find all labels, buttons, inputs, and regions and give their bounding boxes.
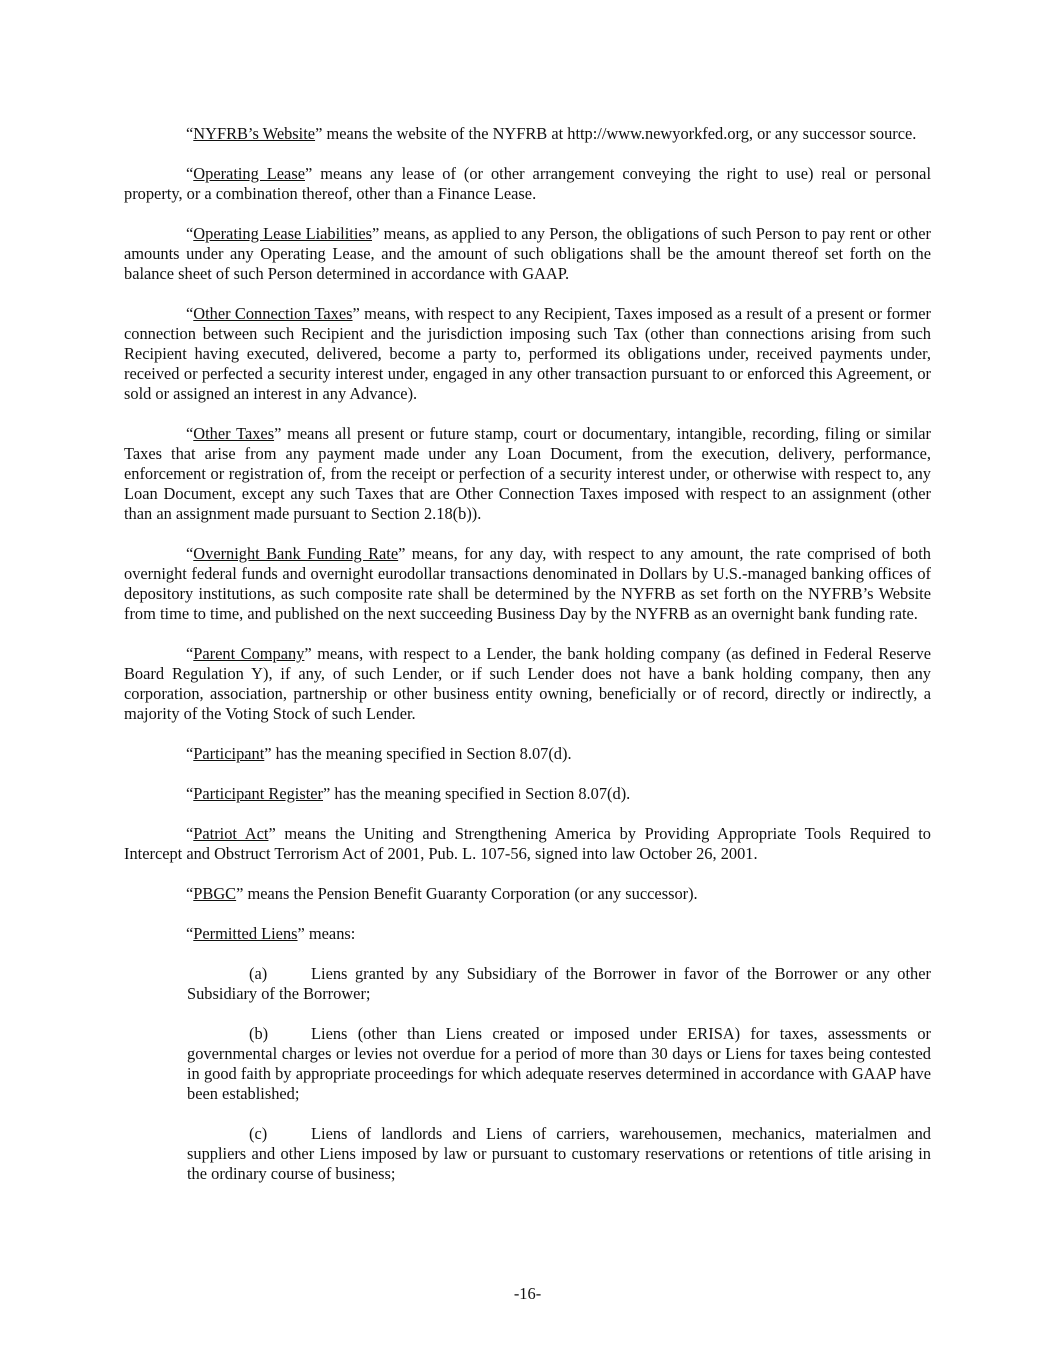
definition-pbgc: “PBGC” means the Pension Benefit Guaranty Corporation (or any successor). xyxy=(186,884,698,903)
defined-term: NYFRB’s Website xyxy=(193,124,316,143)
defined-term: PBGC xyxy=(193,884,237,903)
defined-term: Other Taxes xyxy=(193,424,275,443)
definition-text: means any lease of (or other arrangement conveying the right to use) real or personal property, or a combination thereof, other than a Finance Lease. xyxy=(124,164,931,203)
definition-text: has the meaning specified in Section 8.07(d). xyxy=(330,784,631,803)
definition-other-connection-taxes: “Other Connection Taxes” means, with respect to any Recipient, Taxes imposed as a result of a present or former connection between such Recipient and the jurisdiction imposing such Tax (other than connections arising from such Recipient having executed, delivered, become a party to, performed its obligations under, received payments under, received or perfected a security interest under, engaged in any other transaction pursuant to or enforced this Agreement, or sold or assigned an interest in any Advance). xyxy=(124,304,931,403)
permitted-liens-item-a xyxy=(187,964,931,1004)
definition-text: means, for any day, with respect to any amount, the rate comprised of both overnight federal funds and overnight eurodollar transactions denominated in Dollars by U.S.-managed banking offices of depository institutions, as such composite rate shall be determined by the NYFRB as set forth on the NYFRB’s Website from time to time, and published on the next succeeding Business Day by the NYFRB as an overnight bank funding rate. xyxy=(124,544,931,623)
definition-text: means, as applied to any Person, the obligations of such Person to pay rent or other amounts under any Operating Lease, and the amount of such obligations shall be the amount thereof set forth on the balance sheet of such Person determined in accordance with GAAP. xyxy=(124,224,931,283)
definition-overnight-bank-funding-rate: “Overnight Bank Funding Rate” means, for any day, with respect to any amount, the rate comprised of both overnight federal funds and overnight eurodollar transactions denominated in Dollars by U.S.-managed banking offices of depository institutions, as such composite rate shall be determined by the NYFRB as set forth on the NYFRB’s Website from time to time, and published on the next succeeding Business Day by the NYFRB as an overnight bank funding rate. xyxy=(124,544,931,623)
definition-other-taxes: “Other Taxes” means all present or future stamp, court or documentary, intangible, recording, filing or similar Taxes that arise from any payment made under any Loan Document, from the execution, delivery, performance, enforcement or registration of, from the receipt or perfection of a security interest under, or otherwise with respect to, any Loan Document, except any such Taxes that are Other Connection Taxes imposed with respect to an assignment (other than an assignment made pursuant to Section 2.18(b)). xyxy=(124,424,931,523)
definition-text: means all present or future stamp, court or documentary, intangible, recording, filing or similar Taxes that arise from any payment made under any Loan Document, from the execution, delivery, performance, enforcement or registration of, from the receipt or perfection of a security interest under, or otherwise with respect to, any Loan Document, except any such Taxes that are Other Connection Taxes imposed with respect to an assignment (other than an assignment made pursuant to Section 2.18(b)). xyxy=(124,424,931,523)
defined-term: Patriot Act xyxy=(193,824,269,843)
definition-permitted-liens: “Permitted Liens” means: xyxy=(186,924,356,943)
definition-text: means: xyxy=(304,924,356,943)
permitted-liens-item-c xyxy=(187,1124,931,1184)
defined-term: Permitted Liens xyxy=(193,924,298,943)
definition-participant: “Participant” has the meaning specified in Section 8.07(d). xyxy=(186,744,572,763)
definition-text: means, with respect to any Recipient, Taxes imposed as a result of a present or former connection between such Recipient and the jurisdiction imposing such Tax (other than connections arising from such Recipient having executed, delivered, become a party to, performed its obligations under, received payments under, received or perfected a security interest under, engaged in any other transaction pursuant to or enforced this Agreement, or sold or assigned an interest in any Advance). xyxy=(124,304,931,403)
defined-term: Parent Company xyxy=(193,644,305,663)
defined-term: Participant xyxy=(193,744,265,763)
defined-term: Other Connection Taxes xyxy=(193,304,353,323)
page-number: -16- xyxy=(513,1284,542,1303)
defined-term: Participant Register xyxy=(193,784,324,803)
definition-operating-lease: “Operating Lease” means any lease of (or other arrangement conveying the right to use) real or personal property, or a combination thereof, other than a Finance Lease. xyxy=(124,164,931,203)
document-body xyxy=(124,124,931,1204)
definition-participant-register: “Participant Register” has the meaning specified in Section 8.07(d). xyxy=(186,784,631,803)
definition-patriot-act: “Patriot Act” means the Uniting and Strengthening America by Providing Appropriate Tools Required to Intercept and Obstruct Terrorism Act of 2001, Pub. L. 107-56, signed into law October 26, 2001. xyxy=(124,824,931,863)
item-label: (a) xyxy=(249,964,268,983)
defined-term: Overnight Bank Funding Rate xyxy=(193,544,399,563)
definition-operating-lease-liabilities: “Operating Lease Liabilities” means, as applied to any Person, the obligations of such Person to pay rent or other amounts under any Operating Lease, and the amount of such obligations shall be the amount thereof set forth on the balance sheet of such Person determined in accordance with GAAP. xyxy=(124,224,931,283)
defined-term: Operating Lease Liabilities xyxy=(193,224,373,243)
defined-term: Operating Lease xyxy=(193,164,305,183)
definition-text: means the Uniting and Strengthening America by Providing Appropriate Tools Required to Intercept and Obstruct Terrorism Act of 2001, Pub. L. 107-56, signed into law October 26, 2001. xyxy=(124,824,931,863)
definition-text: means, with respect to a Lender, the bank holding company (as defined in Federal Reserve Board Regulation Y), if any, of such Lender, or if such Lender does not have a bank holding company, then any corporation, association, partnership or other business entity owning, beneficially or of record, directly or indirectly, a majority of the Voting Stock of such Lender. xyxy=(124,644,931,723)
definition-text: means the website of the NYFRB at http://www.newyorkfed.org, or any successor source. xyxy=(322,124,917,143)
item-label: (c) xyxy=(249,1124,268,1143)
permitted-liens-item-b xyxy=(187,1024,931,1104)
item-text: Liens granted by any Subsidiary of the Borrower in favor of the Borrower or any other Subsidiary of the Borrower; xyxy=(187,964,931,1003)
definition-text: means the Pension Benefit Guaranty Corporation (or any successor). xyxy=(243,884,698,903)
item-label: (b) xyxy=(249,1024,269,1043)
definition-text: has the meaning specified in Section 8.07(d). xyxy=(271,744,572,763)
definition-parent-company: “Parent Company” means, with respect to a Lender, the bank holding company (as defined in Federal Reserve Board Regulation Y), if any, of such Lender, or if such Lender does not have a bank holding company, then any corporation, association, partnership or other business entity owning, beneficially or of record, directly or indirectly, a majority of the Voting Stock of such Lender. xyxy=(124,644,931,723)
item-text: Liens of landlords and Liens of carriers, warehousemen, mechanics, materialmen and suppliers and other Liens imposed by law or pursuant to customary reservations or retentions of title arising in the ordinary course of business; xyxy=(187,1124,931,1183)
definition-nyfrb-website: “NYFRB’s Website” means the website of the NYFRB at http://www.newyorkfed.org, or any successor source. xyxy=(186,124,917,143)
item-text: Liens (other than Liens created or imposed under ERISA) for taxes, assessments or governmental charges or levies not overdue for a period of more than 30 days or Liens for taxes being contested in good faith by appropriate proceedings for which adequate reserves determined in accordance with GAAP have been established; xyxy=(187,1024,931,1103)
